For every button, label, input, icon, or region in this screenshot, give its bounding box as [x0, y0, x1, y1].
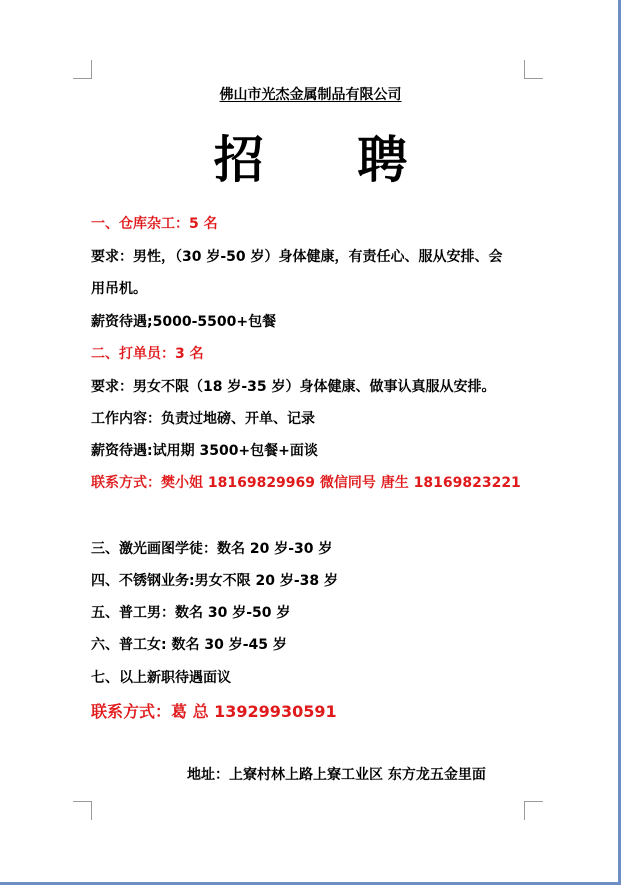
job2-salary: 薪资待遇:试用期 3500+包餐+面谈 [91, 443, 318, 459]
job5-line: 五、普工男：数名 30 岁-50 岁 [91, 605, 291, 621]
job7-line: 七、以上新职待遇面议 [91, 670, 231, 686]
job2-duties: 工作内容：负责过地磅、开单、记录 [91, 411, 315, 427]
job1-requirement-line1: 要求：男性，（30 岁-50 岁）身体健康，有责任心、服从安排、会 [91, 249, 503, 265]
company-name: 佛山市光杰金属制品有限公司 [219, 87, 402, 103]
crop-mark-bottom-left [73, 801, 92, 820]
contact-info-2: 联系方式：葛 总 13929930591 [91, 702, 337, 721]
crop-mark-bottom-right [524, 801, 543, 820]
crop-mark-top-right [524, 60, 543, 79]
job2-requirement: 要求：男女不限（18 岁-35 岁）身体健康、做事认真服从安排。 [91, 379, 496, 395]
job3-line: 三、激光画图学徒：数名 20 岁-30 岁 [91, 541, 333, 557]
job1-requirement-line2: 用吊机。 [91, 281, 147, 297]
contact-info-1: 联系方式：樊小姐 18169829969 微信同号 唐生 18169823221 [91, 475, 521, 491]
job6-line: 六、普工女: 数名 30 岁-45 岁 [91, 637, 287, 653]
job2-heading: 二、打单员：3 名 [91, 346, 204, 362]
job4-line: 四、不锈钢业务:男女不限 20 岁-38 岁 [91, 573, 338, 589]
address: 地址：上寮村林上路上寮工业区 东方龙五金里面 [187, 767, 486, 783]
job1-heading: 一、仓库杂工：5 名 [91, 216, 218, 232]
crop-mark-top-left [73, 60, 92, 79]
page-title: 招 聘 [213, 131, 446, 189]
job1-salary: 薪资待遇;5000-5500+包餐 [91, 314, 277, 330]
